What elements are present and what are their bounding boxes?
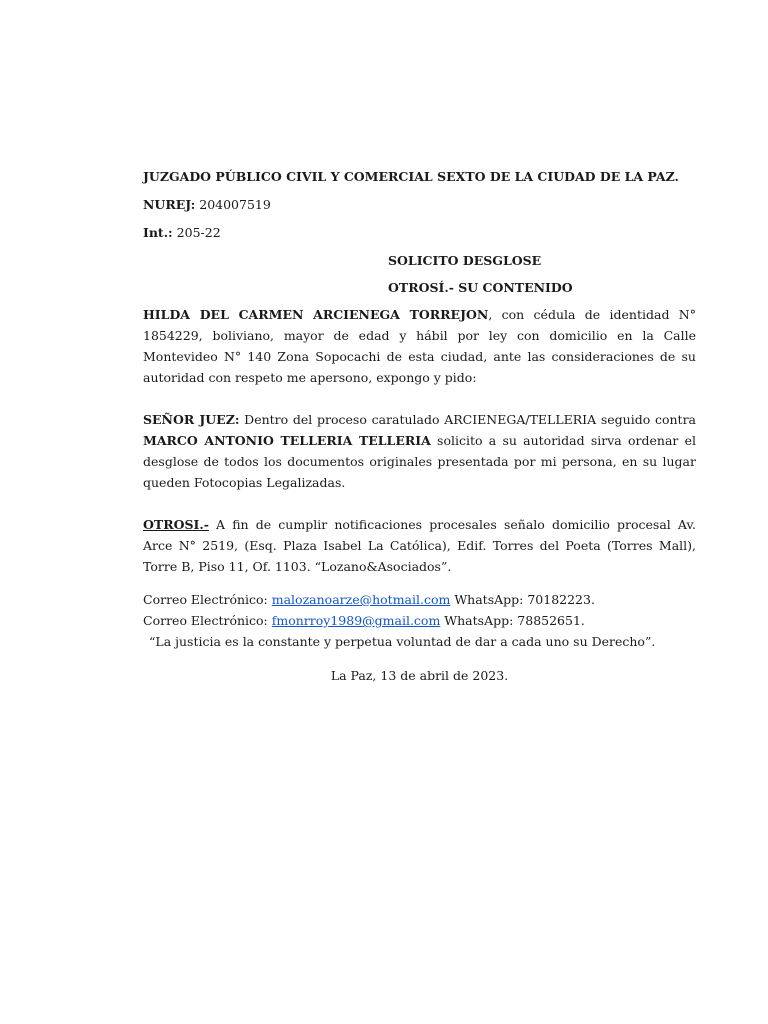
- contact-block: [143, 589, 696, 652]
- intro-paragraph: [143, 304, 696, 388]
- otrosi-paragraph: [143, 514, 696, 577]
- contact-line: [143, 589, 696, 610]
- int-line: [143, 222, 696, 243]
- intro-text: , con cédula de identidad N° 1854229, boliviano, mayor de edad y hábil por ley con domicilio en la Calle Montevideo N° 140 Zona Sopocachi de esta ciudad, ante las consideraciones de su autoridad con respeto me apersono, expongo y pido:: [143, 307, 696, 385]
- contact-label: Correo Electrónico:: [143, 592, 272, 607]
- defendant-name: MARCO ANTONIO TELLERIA TELLERIA: [143, 433, 431, 448]
- request-otrosi: OTROSÍ.- SU CONTENIDO: [388, 280, 573, 295]
- court-heading: JUZGADO PÚBLICO CIVIL Y COMERCIAL SEXTO DE LA CIUDAD DE LA PAZ.: [143, 169, 679, 184]
- email-link[interactable]: fmonrroy1989@gmail.com: [271, 613, 441, 628]
- request-title: SOLICITO DESGLOSE: [388, 253, 542, 268]
- justice-quote: “La justicia es la constante y perpetua voluntad de dar a cada uno su Derecho”.: [149, 634, 656, 649]
- contact-line: [143, 610, 696, 631]
- senor-juez-label: SEÑOR JUEZ:: [143, 412, 240, 427]
- whatsapp-text: WhatsApp: 78852651.: [440, 613, 585, 628]
- nurej-label: NUREJ:: [143, 197, 196, 212]
- senor-juez-paragraph: [143, 409, 696, 493]
- body-text-2: solicito a su autoridad sirva ordenar el desglose de todos los documentos originales presentada por mi persona, en su lugar queden Fotocopias Legalizadas.: [143, 433, 696, 490]
- document-content: [143, 166, 696, 699]
- place-date: La Paz, 13 de abril de 2023.: [330, 668, 509, 683]
- int-label: Int.:: [143, 225, 173, 240]
- whatsapp-text: WhatsApp: 70182223.: [450, 592, 595, 607]
- email-link[interactable]: malozanoarze@hotmail.com: [271, 592, 451, 607]
- petitioner-name: HILDA DEL CARMEN ARCIENEGA TORREJON: [143, 307, 489, 322]
- body-text-1: Dentro del proceso caratulado ARCIENEGA/TELLERIA seguido contra: [239, 412, 697, 427]
- nurej-value: 204007519: [199, 197, 271, 212]
- otrosi-text: A fin de cumplir notificaciones procesales señalo domicilio procesal Av. Arce N° 2519, (Esq. Plaza Isabel La Católica), Edif. Torres del Poeta (Torres Mall), Torre B, Piso 11, Of. 1103. “Lozano&Asociados”.: [143, 517, 696, 574]
- otrosi-label: OTROSI.-: [143, 517, 209, 532]
- contact-label: Correo Electrónico:: [143, 613, 272, 628]
- nurej-line: [143, 194, 696, 215]
- int-value: 205-22: [176, 225, 221, 240]
